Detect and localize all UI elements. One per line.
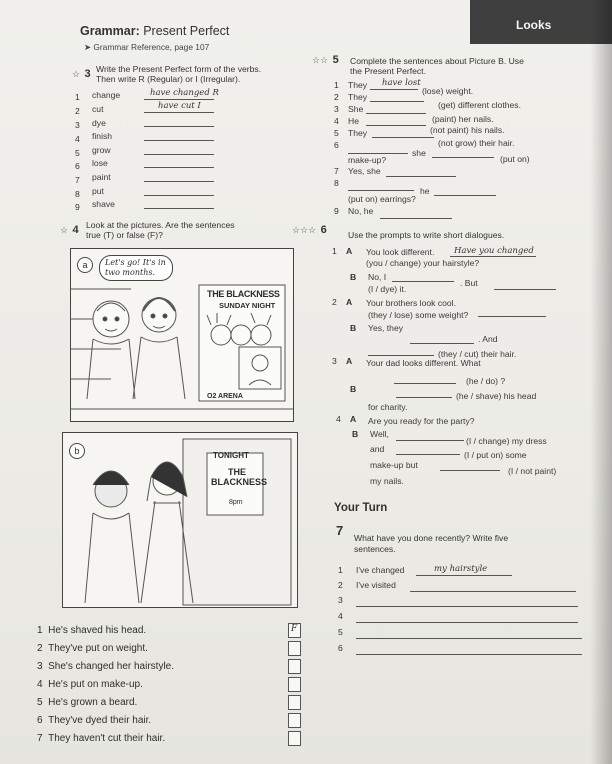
answer-line[interactable] [144,208,214,209]
star-icon: ☆☆ [312,55,329,65]
ex6-instruction: Use the prompts to write short dialogues. [348,230,505,240]
item-number: 2 [332,297,337,307]
dialogue-text: No, I [368,272,387,282]
answer-line[interactable] [144,112,214,113]
answer-line[interactable] [144,167,214,168]
item-number: 5 [75,148,80,158]
answer-line[interactable] [144,140,214,141]
answer-line[interactable] [356,654,582,655]
answer-line[interactable] [396,440,464,441]
dialogue-text: (I / not paint) [508,466,557,476]
dialogue-text: You look different. [366,247,435,257]
dialogue-text: (I / dye) it. [368,284,407,294]
sentence-start: She [348,104,364,114]
dialogue-text: and [370,444,385,454]
ex3-instruction-2: Then write R (Regular) or I (Irregular). [96,74,241,84]
verb: dye [92,118,106,128]
list-item: 1 He's shaved his head. [37,625,147,636]
item-number: 7 [75,175,80,185]
verb: grow [92,145,111,155]
sentence-end: (paint) her nails. [432,114,494,124]
answer-line[interactable] [372,137,434,138]
ex6-header: ☆☆☆ 6 [292,224,327,236]
page-edge-shadow [590,0,612,764]
item-number: 5 [338,627,343,637]
item-number: 2 [334,92,339,102]
item-number: 1 [338,565,343,575]
answer-line[interactable] [356,606,578,607]
unit-tab-label: Looks [516,18,552,32]
ex4-instruction-2: true (T) or false (F)? [86,230,163,240]
poster-title: THE BLACKNESS [207,289,280,299]
answer-line[interactable] [432,157,494,158]
answer-box[interactable] [288,659,301,674]
ex4-instruction: Look at the pictures. Are the sentences [86,220,235,230]
star-icon: ☆☆☆ [292,225,317,235]
item-number: 6 [338,643,343,653]
answer-line[interactable] [380,218,452,219]
answer-box[interactable] [288,677,301,692]
item-number: 4 [75,134,80,144]
answer-box[interactable] [288,695,301,710]
list-item: 2 They've put on weight. [37,643,148,654]
answer-line[interactable] [144,154,214,155]
grammar-reference: ➤ Grammar Reference, page 107 [84,42,210,52]
speaker: B [350,384,357,394]
answer: have cut I [158,101,201,111]
item-number: 9 [75,202,80,212]
dialogue-text: Well, [370,429,389,439]
verb: cut [92,104,104,114]
poster-venue: O2 ARENA [207,393,243,400]
sentence-start: Yes, she [348,166,381,176]
answer-line[interactable] [370,101,424,102]
dialogue-text: (I / change) my dress [466,436,547,446]
poster-tonight: TONIGHT [213,451,249,460]
ex5-header: ☆☆ 5 [312,54,339,66]
answer-box[interactable] [288,731,301,746]
answer-line[interactable] [144,99,214,100]
item-number: 8 [75,189,80,199]
item-number: 6 [75,161,80,171]
sentence-end: (not paint) his nails. [430,125,505,135]
sentence-continuation: make-up? [348,155,387,165]
item-number: 1 [75,92,80,102]
answer-line[interactable] [144,195,214,196]
page-title: Grammar: Present Perfect [80,24,230,38]
dialogue-text: (he / shave) his head [456,391,537,401]
answer-line[interactable] [368,355,434,356]
answer-line[interactable] [478,316,546,317]
answer-line[interactable] [348,190,414,191]
dialogue-text: (they / lose) some weight? [368,310,469,320]
answer-line[interactable] [434,195,496,196]
answer-line[interactable] [386,176,456,177]
dialogue-text: (they / cut) their hair. [438,349,517,359]
arrow-icon: ➤ [84,42,92,52]
poster-date: SUNDAY NIGHT [219,301,276,310]
answer-line[interactable] [348,153,408,154]
dialogue-text: for charity. [368,402,408,412]
answer-line[interactable] [370,89,418,90]
answer-line[interactable] [396,397,452,398]
sentence-start: I've visited [356,580,396,590]
answer: have lost [382,78,421,88]
verb: finish [92,131,113,141]
speaker: A [346,246,353,256]
verb: put [92,186,104,196]
ex7-instruction: What have you done recently? Write five [354,533,509,543]
item-number: 5 [334,128,339,138]
answer-box[interactable]: F [288,623,301,638]
sentence-middle: he [420,186,430,196]
answer-box[interactable] [288,713,301,728]
dialogue-text: my nails. [370,476,404,486]
sentence-start: He [348,116,359,126]
sentence-end: (not grow) their hair. [438,138,515,148]
sentence-middle: she [412,148,426,158]
your-turn-heading: Your Turn [334,502,388,514]
sentence-end: (lose) weight. [422,86,474,96]
ex3-instruction: Write the Present Perfect form of the verbs. [96,64,262,74]
dialogue-text: Your brothers look cool. [366,298,456,308]
sentence-start: They [348,80,368,90]
item-number: 8 [334,178,339,188]
item-number: 4 [336,414,341,424]
speaker: A [346,297,353,307]
list-item: 6 They've dyed their hair. [37,715,152,726]
sentence-start: They [348,128,368,138]
answer-box[interactable] [288,641,301,656]
sentence-start: I've changed [356,565,405,575]
item-number: 4 [338,611,343,621]
poster-time: 8pm [229,499,243,506]
ex4-header: ☆ 4 [60,224,79,236]
answer-line[interactable] [450,256,536,257]
ex5-instruction: Complete the sentences about Picture B. Use [350,56,524,66]
sentence-start: No, he [348,206,374,216]
sentence-start: They [348,92,368,102]
item-number: 7 [334,166,339,176]
answer-line[interactable] [356,638,582,639]
star-icon: ☆ [60,225,69,235]
list-item: 3 She's changed her hairstyle. [37,661,174,672]
list-item: 7 They haven't cut their hair. [37,733,166,744]
sentence-end: (put on) [500,154,530,164]
verb: lose [92,158,108,168]
dialogue-text: . And [478,334,498,344]
dialogue-text: Your dad looks different. What [366,358,481,368]
speaker: B [350,323,357,333]
answer-line[interactable] [394,383,456,384]
verb: paint [92,172,111,182]
answer-line[interactable] [392,281,454,282]
picture-b [62,432,298,608]
list-item: 5 He's grown a beard. [37,697,138,708]
sentence-continuation: (put on) earrings? [348,194,416,204]
dialogue-text: make-up but [370,460,418,470]
sentence-end: (get) different clothes. [438,100,521,110]
item-number: 1 [334,80,339,90]
picture-a [70,248,294,422]
answer-line[interactable] [410,343,474,344]
answer-line[interactable] [144,181,214,182]
item-number: 2 [75,106,80,116]
ex7-number: 7 [336,523,344,538]
dialogue-text: (you / change) your hairstyle? [366,258,480,268]
list-item: 4 He's put on make-up. [37,679,143,690]
item-number: 1 [332,246,337,256]
speech-bubble: Let's go! It's in two months. [99,255,173,281]
answer-line[interactable] [366,125,426,126]
speaker: B [350,272,357,282]
item-number: 9 [334,206,339,216]
item-number: 3 [334,104,339,114]
answer-line[interactable] [440,470,500,471]
picture-b-illustration [63,433,297,607]
dialogue-text: . But [460,278,478,288]
answer-line[interactable] [416,575,512,576]
dialogue-text: (I / put on) some [464,450,527,460]
item-number: 3 [332,356,337,366]
answer: have changed R [150,88,219,98]
picture-a-label: a [77,257,93,273]
dialogue-text: (he / do) ? [466,376,506,386]
answer-line[interactable] [494,289,556,290]
answer-line[interactable] [410,591,576,592]
answer-line[interactable] [144,126,214,127]
ex5-instruction-2: the Present Perfect. [350,66,426,76]
ex3-header: ☆ 3 [72,68,91,80]
verb: shave [92,199,115,209]
answer: my hairstyle [434,564,488,574]
answer: Have you changed [454,246,534,256]
speaker: A [346,356,353,366]
answer-line[interactable] [366,113,426,114]
item-number: 2 [338,580,343,590]
verb: change [92,90,121,100]
picture-b-label: b [69,443,85,459]
item-number: 6 [334,140,339,150]
answer-line[interactable] [356,622,578,623]
item-number: 4 [334,116,339,126]
dialogue-text: Are you ready for the party? [368,416,475,426]
dialogue-text: Yes, they [368,323,404,333]
answer-line[interactable] [396,454,460,455]
speaker: A [350,414,357,424]
star-icon: ☆ [72,69,81,79]
item-number: 3 [75,120,80,130]
item-number: 3 [338,595,343,605]
ex7-instruction-2: sentences. [354,544,396,554]
speaker: B [352,429,359,439]
poster-band: THE BLACKNESS [211,467,268,487]
